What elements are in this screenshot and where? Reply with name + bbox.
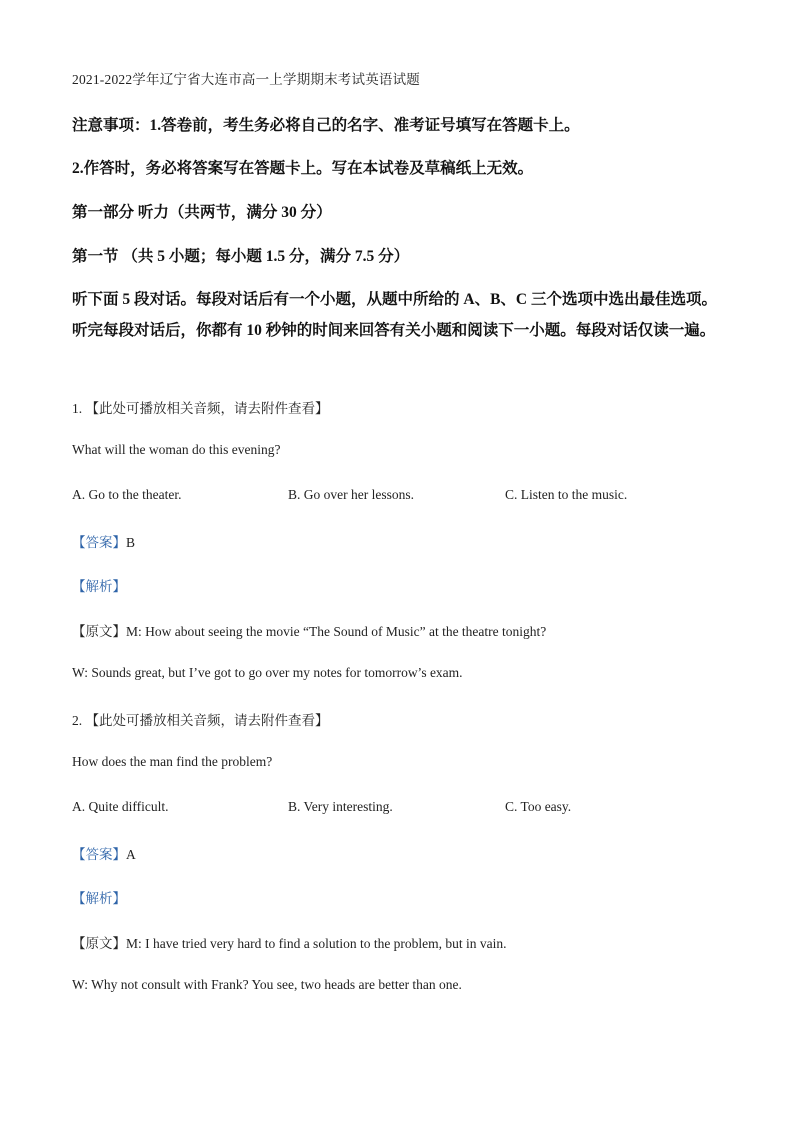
question-number: 2. xyxy=(72,713,83,728)
notice-line-1: 注意事项：1.答卷前，考生务必将自己的名字、准考证号填写在答题卡上。 xyxy=(72,117,580,134)
transcript-man: M: I have tried very hard to find a solution to the problem, but in vain. xyxy=(126,936,507,951)
question-2-option-b: B. Very interesting. xyxy=(288,799,393,814)
question-1-option-a: A. Go to the theater. xyxy=(72,487,182,502)
audio-note[interactable]: 【此处可播放相关音频，请去附件查看】 xyxy=(85,401,329,416)
transcript-man: M: How about seeing the movie “The Sound of Music” at the theatre tonight? xyxy=(126,624,547,639)
question-1-option-b: B. Go over her lessons. xyxy=(288,487,414,502)
question-1-analysis-tag: 【解析】 xyxy=(72,579,126,594)
question-2-answer xyxy=(72,843,136,863)
question-1-header xyxy=(72,397,329,417)
question-2-option-c: C. Too easy. xyxy=(505,799,572,814)
question-2-text: How does the man find the problem? xyxy=(72,754,273,769)
question-2-analysis-tag: 【解析】 xyxy=(72,891,126,906)
answer-tag: 【答案】 xyxy=(72,847,126,862)
question-2-option-a: A. Quite difficult. xyxy=(72,799,169,814)
question-1-text: What will the woman do this evening? xyxy=(72,442,281,457)
section-heading: 第一节 （共 5 小题；每小题 1.5 分，满分 7.5 分） xyxy=(72,248,410,265)
question-1-option-c: C. Listen to the music. xyxy=(505,487,628,502)
question-2-transcript-w: W: Why not consult with Frank? You see, two heads are better than one. xyxy=(72,977,462,992)
question-2-header xyxy=(72,709,329,729)
listening-instructions: 听下面 5 段对话。每段对话后有一个小题，从题中所给的 A、B、C 三个选项中选出最佳选项。听完每段对话后，你都有 10 秒钟的时间来回答有关小题和阅读下一小题。每段对话仅读一遍。 xyxy=(72,291,717,339)
question-number: 1. xyxy=(72,401,83,416)
audio-note[interactable]: 【此处可播放相关音频，请去附件查看】 xyxy=(85,713,329,728)
question-2-transcript-m xyxy=(72,932,507,952)
transcript-tag: 【原文】 xyxy=(72,936,126,951)
question-1-answer xyxy=(72,531,135,551)
document-title: 2021-2022学年辽宁省大连市高一上学期期末考试英语试题 xyxy=(72,72,420,87)
answer-value: B xyxy=(126,535,136,550)
part-heading: 第一部分 听力（共两节，满分 30 分） xyxy=(72,204,332,221)
transcript-tag: 【原文】 xyxy=(72,624,126,639)
question-1-transcript-w: W: Sounds great, but I’ve got to go over my notes for tomorrow’s exam. xyxy=(72,665,463,680)
question-1-transcript-m xyxy=(72,620,546,640)
answer-tag: 【答案】 xyxy=(72,535,126,550)
notice-line-2: 2.作答时，务必将答案写在答题卡上。写在本试卷及草稿纸上无效。 xyxy=(72,160,534,177)
answer-value: A xyxy=(126,847,136,862)
